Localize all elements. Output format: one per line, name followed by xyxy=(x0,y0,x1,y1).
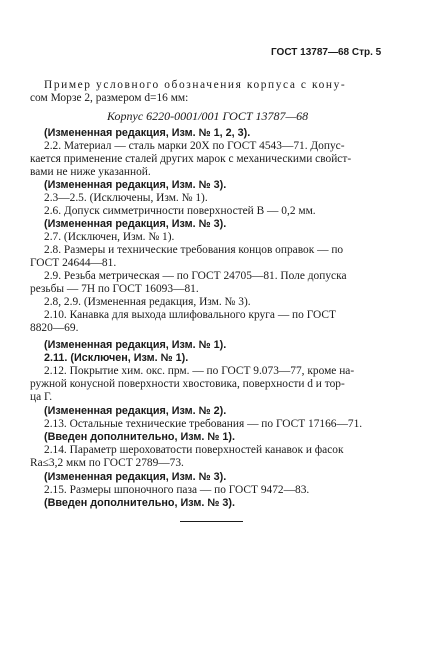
text-line: 2.13. Остальные технические требования — по ГОСТ 17166—71. xyxy=(44,418,363,430)
text-line: Пример условного обозначения корпуса с кону- xyxy=(44,79,347,91)
text-line: кается применение сталей других марок с механическими свойст- xyxy=(30,153,352,165)
amendment-note: (Измененная редакция, Изм. № 1). xyxy=(44,339,227,351)
text-line: 2.10. Канавка для выхода шлифовального круга — по ГОСТ xyxy=(44,309,336,321)
page-header: ГОСТ 13787—68 Стр. 5 xyxy=(271,47,382,58)
amendment-note: (Введен дополнительно, Изм. № 1). xyxy=(44,431,235,443)
text-line: 2.3—2.5. (Исключены, Изм. № 1). xyxy=(44,192,208,204)
amendment-note: (Измененная редакция, Изм. № 2). xyxy=(44,405,227,417)
text-line: 2.8. Размеры и технические требования концов оправок — по xyxy=(44,244,344,256)
amendment-note: (Измененная редакция, Изм. № 3). xyxy=(44,218,227,230)
text-line: Ra≤3,2 мкм по ГОСТ 2789—73. xyxy=(30,457,184,469)
text-line: ружной конусной поверхности хвостовика, поверхности d и тор- xyxy=(30,378,345,390)
text-line: 2.6. Допуск симметричности поверхностей В — 0,2 мм. xyxy=(44,205,316,217)
text-line: ца Г. xyxy=(30,391,53,403)
text-line: сом Морзе 2, размером d=16 мм: xyxy=(30,92,189,104)
amendment-note: (Измененная редакция, Изм. № 3). xyxy=(44,179,227,191)
text-line: 2.7. (Исключен, Изм. № 1). xyxy=(44,231,175,243)
text-line: 8820—69. xyxy=(30,322,79,334)
designation-example: Корпус 6220-0001/001 ГОСТ 13787—68 xyxy=(107,109,309,123)
text-line: 2.15. Размеры шпоночного паза — по ГОСТ 9472—83. xyxy=(44,484,310,496)
text-line: 2.8, 2.9. (Измененная редакция, Изм. № 3). xyxy=(44,296,251,308)
text-line: резьбы — 7Н по ГОСТ 16093—81. xyxy=(30,283,199,295)
amendment-note: (Введен дополнительно, Изм. № 3). xyxy=(44,497,235,509)
amendment-note: (Измененная редакция, Изм. № 1, 2, 3). xyxy=(44,127,251,139)
text-line: 2.11. (Исключен, Изм. № 1). xyxy=(44,352,189,364)
amendment-note: (Измененная редакция, Изм. № 3). xyxy=(44,471,227,483)
text-line: 2.12. Покрытие хим. окс. прм. — по ГОСТ 9.073—77, кроме на- xyxy=(44,365,355,377)
text-line: 2.9. Резьба метрическая — по ГОСТ 24705—81. Поле допуска xyxy=(44,270,347,282)
text-line: ГОСТ 24644—81. xyxy=(30,257,117,269)
text-line: 2.2. Материал — сталь марки 20Х по ГОСТ 4543—71. Допус- xyxy=(44,140,345,152)
text-line: вами не ниже указанной. xyxy=(30,166,151,178)
text-line: 2.14. Параметр шероховатости поверхностей канавок и фасок xyxy=(44,444,344,456)
closing-rule xyxy=(180,521,243,522)
